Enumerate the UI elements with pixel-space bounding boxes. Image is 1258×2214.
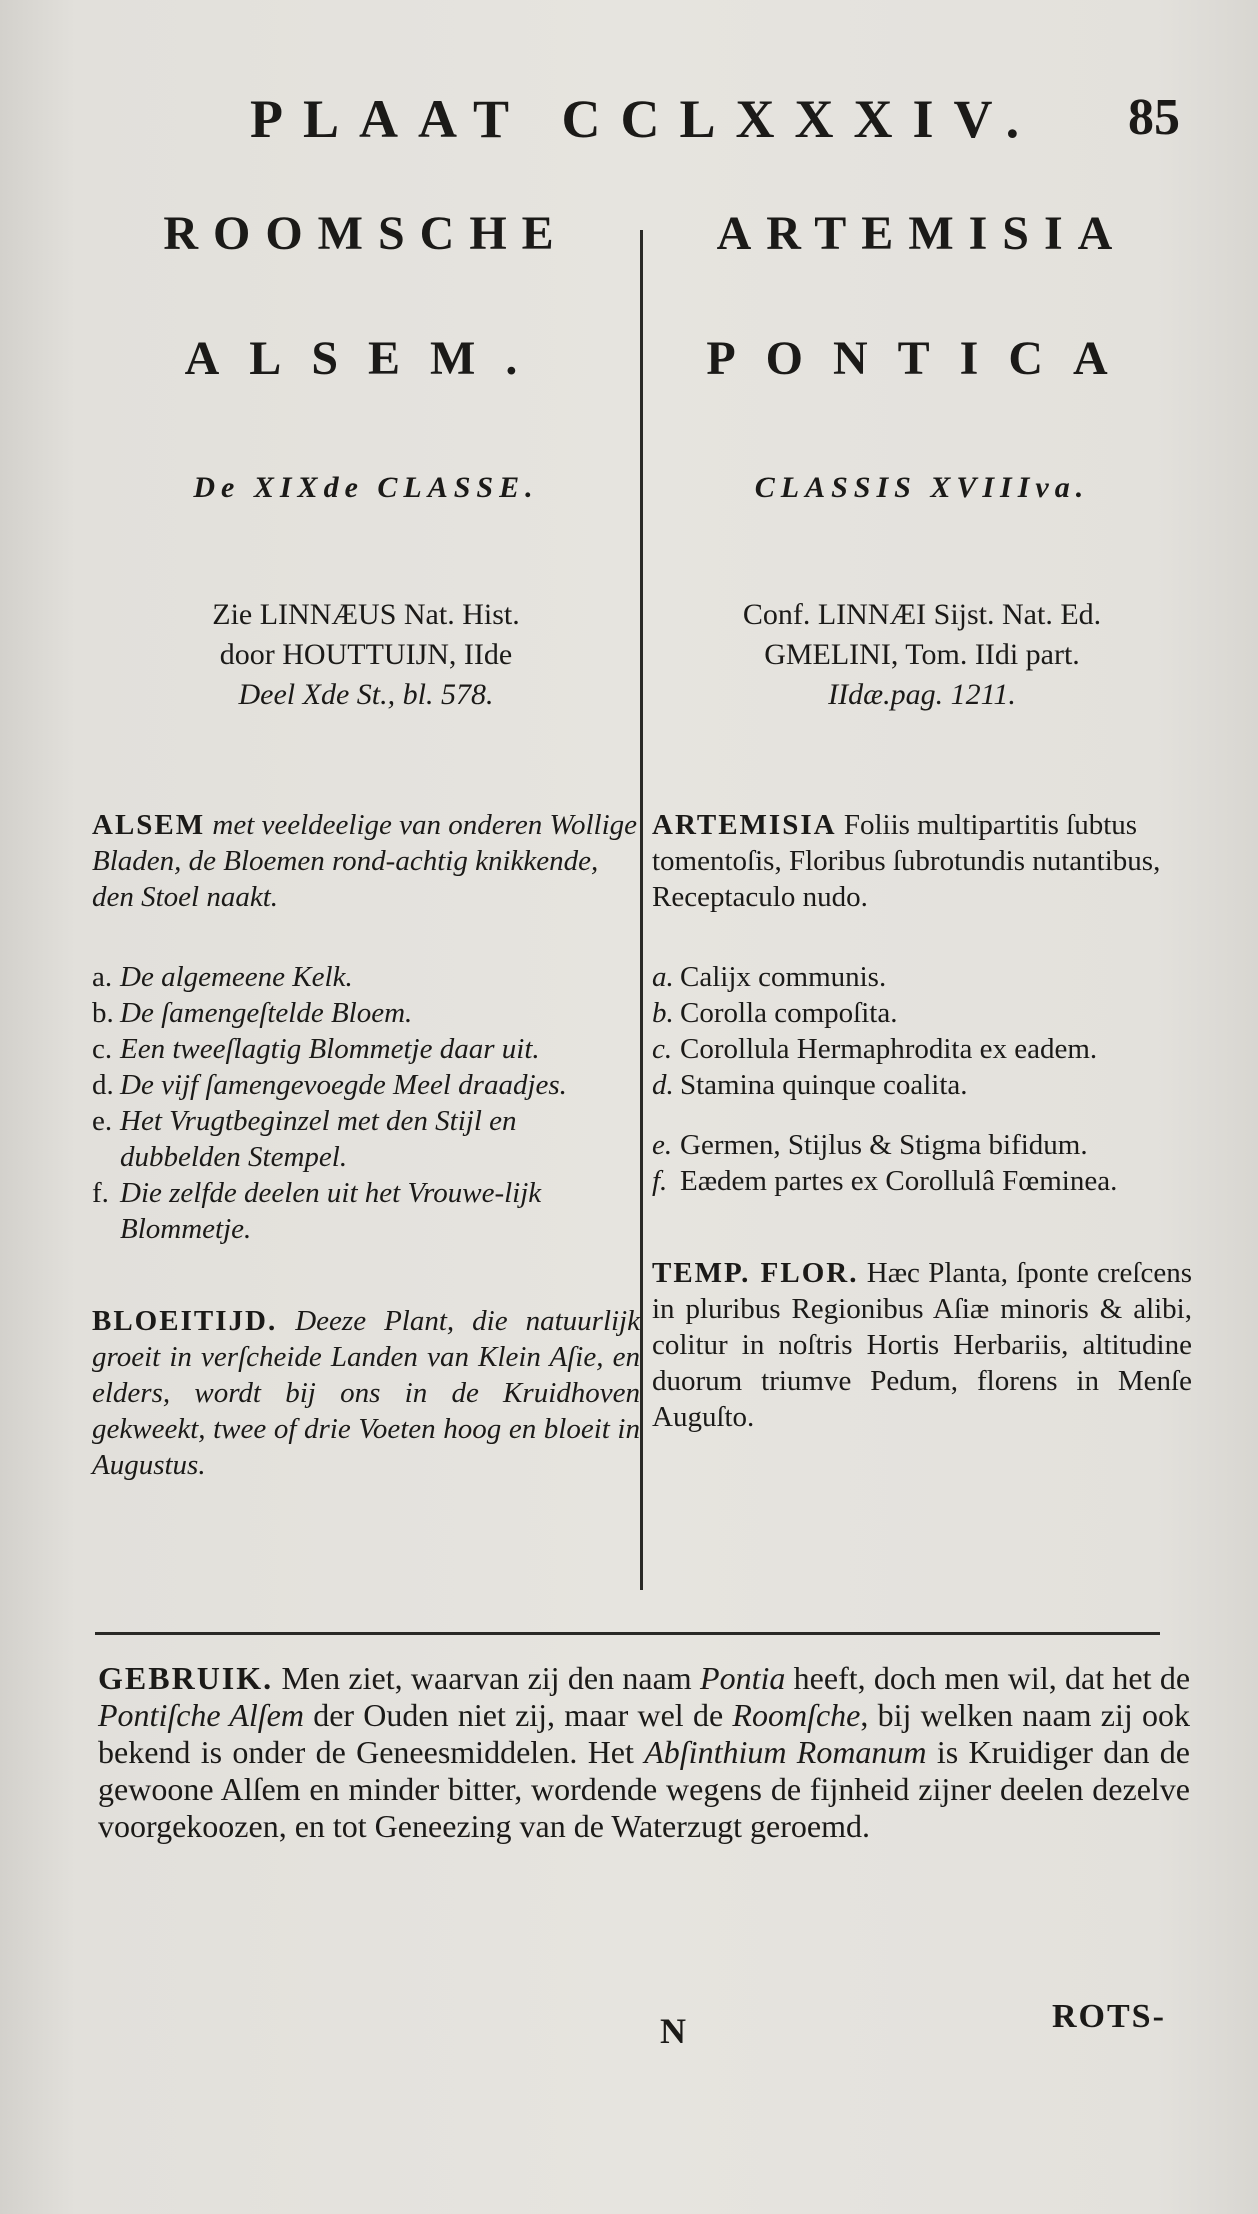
running-title: PLAAT CCLXXXIV. [250,89,1040,149]
part-text: Germen, Stijlus & Stigma bifidum. [680,1129,1088,1161]
part-text: Corollula Hermaphrodita ex eadem. [680,1033,1098,1065]
usage-text: heeft, doch men wil, dat het de [793,1660,1191,1696]
dutch-flor-text: Deeze Plant, die natuurlijk groeit in verſcheide Landen van Klein Aſie, en elders, wordt bij ons in de Kruidhoven gekweekt, twee of drie Voeten hoog en bloeit in Augustus. [92,1305,640,1481]
latin-reference [652,595,1192,715]
part-key: d. [652,1069,674,1101]
dutch-class: De XIXde CLASSE. [193,471,539,504]
part-key: b. [652,997,674,1029]
part-text: Eædem partes ex Corollulâ Fœminea. [680,1165,1118,1197]
dutch-reference [92,595,640,715]
list-item [92,1031,640,1067]
part-text: Calijx communis. [680,961,887,993]
part-text: De algemeene Kelk. [120,961,353,993]
dutch-flowering [92,1303,640,1483]
part-key: f. [652,1165,668,1197]
latin-title-line2: PONTICA [706,332,1138,385]
part-key: b. [92,997,114,1029]
list-item [652,1067,1192,1103]
page-number: 85 [1128,89,1180,146]
spacer [652,1103,1192,1127]
latin-parts-list [652,959,1192,1199]
dutch-title-line1: ROOMSCHE [163,207,569,260]
dutch-description [92,807,640,915]
dutch-ref-line: Deel Xde St., bl. 578. [238,678,494,711]
usage-text: der Ouden niet zij, maar wel de [313,1697,724,1733]
part-text: Corolla compoſita. [680,997,898,1029]
latin-class: CLASSIS XVIIIva. [754,471,1090,504]
latin-flor-text: Hæc Planta, ſponte creſcens in pluribus Regionibus Aſiæ minoris & alibi, colitur in noſtris Hortis Herbariis, altitudine duorum triumve Pedum, florens in Menſe Auguſto. [652,1257,1193,1433]
usage-term: Abſinthium Romanum [644,1734,927,1770]
latin-flowering [652,1255,1192,1435]
usage-text: is Kruidiger dan de gewoone Alſem en minder bitter, wordende wegens de fijnheid zijner deelen dezelve voorgekoozen, en tot Geneezing van de Waterzugt geroemd. [98,1734,1191,1844]
usage-text: , bij welken naam zij ook bekend is onder de Geneesmiddelen. Het [98,1697,1191,1770]
part-key: e. [652,1129,673,1161]
list-item [652,1031,1192,1067]
latin-column [652,207,1193,1435]
list-item [652,1127,1192,1163]
part-key: c. [92,1033,113,1065]
list-item [92,1103,640,1175]
usage-lead: GEBRUIK. [98,1660,274,1696]
latin-ref-line: GMELINI, Tom. IIdi part. [764,638,1080,671]
latin-title-line1: ARTEMISIA [716,207,1128,260]
part-text: De ſamengeſtelde Bloem. [120,997,413,1029]
list-item [652,959,1192,995]
section-divider [95,1632,1160,1635]
dutch-ref-line: door HOUTTUIJN, IIde [219,638,513,671]
part-text: Het Vrugtbeginzel met den Stijl en dubbelden Stempel. [120,1105,517,1173]
signature-mark: N [660,2011,686,2051]
part-key: a. [92,961,113,993]
part-key: a. [652,961,674,993]
usage-term: Pontia [700,1660,786,1696]
latin-desc-text: Foliis multipartitis ſubtus tomentoſis, Floribus ſubrotundis nutantibus, Receptaculo nudo. [652,809,1161,913]
dutch-flor-lead: BLOEITIJD. [92,1305,278,1337]
part-key: c. [652,1033,673,1065]
column-divider [640,230,643,1590]
list-item [652,995,1192,1031]
latin-flor-lead: TEMP. FLOR. [652,1257,859,1289]
list-item [92,959,640,995]
part-key: d. [92,1069,114,1101]
dutch-parts-list [92,959,640,1247]
usage-text: Men ziet, waarvan zij den naam [281,1660,692,1696]
part-text: Een tweeſlagtig Blommetje daar uit. [120,1033,540,1065]
dutch-title-line2: ALSEM. [184,332,548,385]
latin-ref-line: Conf. LINNÆI Sijst. Nat. Ed. [742,598,1102,631]
part-key: f. [92,1177,109,1209]
usage-paragraph [98,1660,1190,1845]
list-item [92,1067,640,1103]
dutch-column [92,207,640,1483]
list-item [652,1163,1192,1199]
part-key: e. [92,1105,113,1137]
usage-term: Roomſche [732,1697,861,1733]
dutch-ref-line: Zie LINNÆUS Nat. Hist. [212,598,520,631]
dutch-desc-text: met veeldeelige van onderen Wollige Bladen, de Bloemen rond-achtig knikkende, den Stoel naakt. [92,809,638,913]
part-text: Stamina quinque coalita. [680,1069,968,1101]
latin-description [652,807,1192,915]
latin-ref-line: IIdæ.pag. 1211. [828,678,1016,711]
dutch-desc-lead: ALSEM [92,809,206,841]
part-text: Die zelfde deelen uit het Vrouwe-lijk Blommetje. [120,1177,542,1245]
catchword: ROTS- [1052,1998,1166,2035]
list-item [92,995,640,1031]
part-text: De vijf ſamengevoegde Meel draadjes. [120,1069,567,1101]
list-item [92,1175,640,1247]
usage-term: Pontiſche Alſem [98,1697,304,1733]
latin-desc-lead: ARTEMISIA [652,809,837,841]
